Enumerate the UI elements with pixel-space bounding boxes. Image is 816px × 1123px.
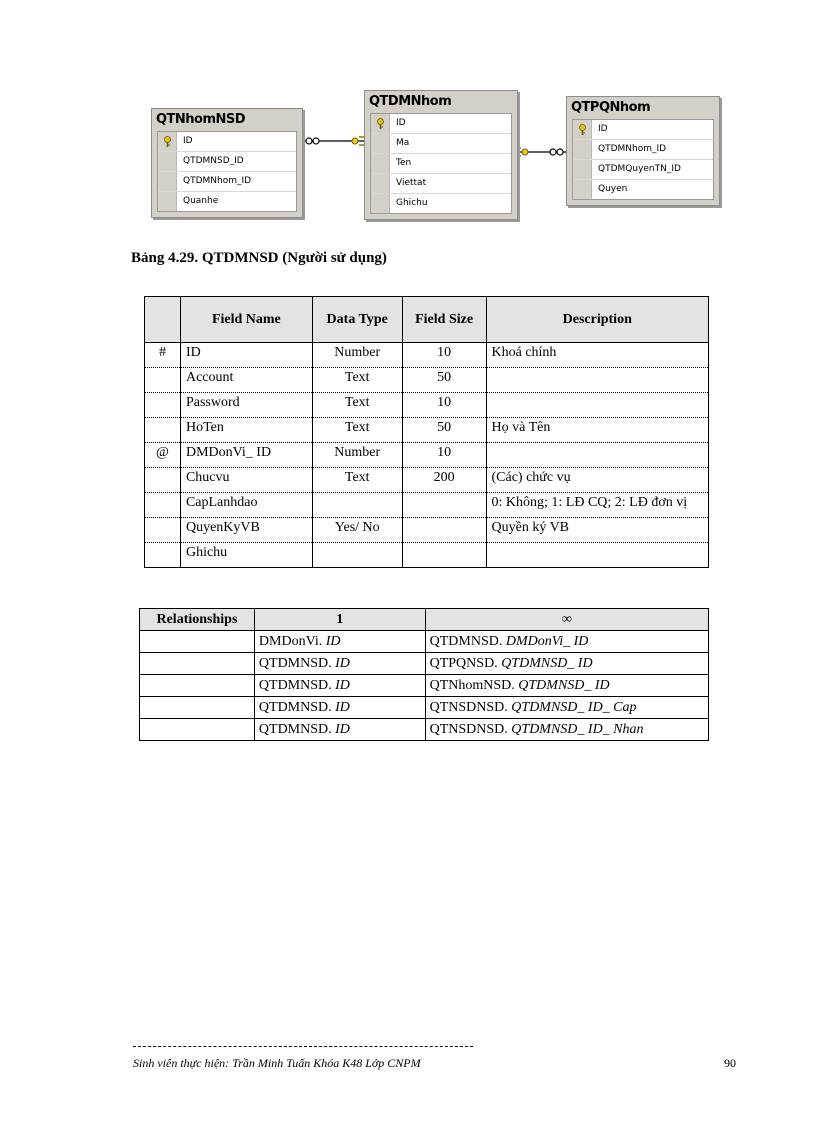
- table-row: [145, 368, 709, 393]
- field-size-cell: [402, 518, 486, 543]
- many-side-table: QTDMNSD.: [429, 634, 503, 649]
- data-type-cell: [312, 493, 402, 518]
- marker-cell: [145, 518, 181, 543]
- data-type-cell: [312, 543, 402, 568]
- entity-field: QTDMNhom_ID: [158, 172, 296, 192]
- description-cell: Quyền ký VB: [486, 518, 709, 543]
- one-side-cell: [254, 653, 425, 675]
- field-size-cell: 10: [402, 343, 486, 368]
- marker-cell: #: [145, 343, 181, 368]
- marker-cell: [145, 393, 181, 418]
- field-name-cell: HoTen: [180, 418, 312, 443]
- table-row: [145, 518, 709, 543]
- entity-title: QTPQNhom: [571, 100, 651, 115]
- description-cell: [486, 543, 709, 568]
- table-row: [145, 493, 709, 518]
- relationship-label-cell: [140, 653, 255, 675]
- description-cell: [486, 443, 709, 468]
- relationship-row: [140, 697, 709, 719]
- marker-cell: [145, 368, 181, 393]
- header-many-side: ∞: [425, 609, 708, 631]
- one-side-table: QTDMNSD.: [258, 678, 332, 693]
- entity-field: ID: [371, 114, 511, 134]
- data-type-cell: Yes/ No: [312, 518, 402, 543]
- relationship-label-cell: [140, 631, 255, 653]
- entity-field: ID: [573, 120, 713, 140]
- one-side-field: ID: [335, 678, 350, 693]
- entity-field: Ma: [371, 134, 511, 154]
- one-side-table: DMDonVi.: [258, 634, 323, 649]
- entity-field: Quyen: [573, 180, 713, 199]
- entity-field: QTDMNhom_ID: [573, 140, 713, 160]
- many-side-cell: [425, 653, 708, 675]
- entity-field: Ghichu: [371, 194, 511, 213]
- key-icon: [376, 118, 385, 130]
- relationship-label-cell: [140, 697, 255, 719]
- many-side-cell: [425, 631, 708, 653]
- data-type-cell: Text: [312, 368, 402, 393]
- data-type-cell: Number: [312, 343, 402, 368]
- field-size-cell: 200: [402, 468, 486, 493]
- entity-fields: [572, 119, 714, 200]
- table-row: [145, 443, 709, 468]
- one-side-table: QTDMNSD.: [258, 700, 332, 715]
- header-data-type: Data Type: [312, 297, 402, 343]
- relationship-row: [140, 675, 709, 697]
- field-name-cell: Ghichu: [180, 543, 312, 568]
- data-type-cell: Number: [312, 443, 402, 468]
- many-side-field: QTDMNSD_ ID_ Nhan: [511, 722, 644, 737]
- table-caption: Bảng 4.29. QTDMNSD (Người sử dụng): [131, 250, 387, 266]
- header-description: Description: [486, 297, 709, 343]
- description-cell: 0: Không; 1: LĐ CQ; 2: LĐ đơn vị: [486, 493, 709, 518]
- header-one-side: 1: [254, 609, 425, 631]
- relationships-table: [139, 608, 709, 741]
- data-type-cell: Text: [312, 418, 402, 443]
- field-size-cell: 50: [402, 368, 486, 393]
- marker-cell: [145, 493, 181, 518]
- fields-table-header: [145, 297, 709, 343]
- one-side-table: QTDMNSD.: [258, 722, 332, 737]
- many-side-field: QTDMNSD_ ID: [501, 656, 593, 671]
- one-side-field: ID: [335, 700, 350, 715]
- one-side-cell: [254, 631, 425, 653]
- relationship-row: [140, 653, 709, 675]
- marker-cell: [145, 418, 181, 443]
- relationship-row: [140, 631, 709, 653]
- one-side-cell: [254, 675, 425, 697]
- connector-nhomnsd-dmnhom: [302, 137, 366, 145]
- one-side-cell: [254, 719, 425, 741]
- many-side-cell: [425, 719, 708, 741]
- table-row: [145, 343, 709, 368]
- header-relationships: Relationships: [140, 609, 255, 631]
- relationship-label-cell: [140, 719, 255, 741]
- one-side-field: ID: [325, 634, 341, 649]
- entity-qtdmnhom: [364, 90, 518, 220]
- field-name-cell: ID: [180, 343, 312, 368]
- entity-field: QTDMQuyenTN_ID: [573, 160, 713, 180]
- entity-title: QTNhomNSD: [156, 112, 246, 127]
- field-name-cell: DMDonVi_ ID: [180, 443, 312, 468]
- field-name-cell: Password: [180, 393, 312, 418]
- description-cell: Họ và Tên: [486, 418, 709, 443]
- footer-divider: [133, 1046, 473, 1047]
- relationships-header: [140, 609, 709, 631]
- table-row: [145, 393, 709, 418]
- many-side-table: QTNSDNSD.: [429, 722, 508, 737]
- many-side-table: QTPQNSD.: [429, 656, 498, 671]
- field-size-cell: 50: [402, 418, 486, 443]
- description-cell: Khoá chính: [486, 343, 709, 368]
- header-marker: [145, 297, 181, 343]
- description-cell: [486, 368, 709, 393]
- field-name-cell: Chucvu: [180, 468, 312, 493]
- marker-cell: @: [145, 443, 181, 468]
- entity-field: QTDMNSD_ID: [158, 152, 296, 172]
- header-field-name: Field Name: [180, 297, 312, 343]
- entity-field: Viettat: [371, 174, 511, 194]
- many-side-field: QTDMNSD_ ID: [518, 678, 610, 693]
- description-cell: [486, 393, 709, 418]
- one-side-cell: [254, 697, 425, 719]
- relationship-row: [140, 719, 709, 741]
- marker-cell: [145, 468, 181, 493]
- relationship-label-cell: [140, 675, 255, 697]
- key-icon: [578, 124, 587, 136]
- field-size-cell: [402, 493, 486, 518]
- header-field-size: Field Size: [402, 297, 486, 343]
- entity-field: Ten: [371, 154, 511, 174]
- many-side-cell: [425, 675, 708, 697]
- table-row: [145, 543, 709, 568]
- footer-text: Sinh viên thực hiện: Trần Minh Tuấn Khóa K48 Lớp CNPM: [133, 1056, 421, 1070]
- table-row: [145, 418, 709, 443]
- entity-qtpqnhom: [566, 96, 720, 206]
- entity-field: Quanhe: [158, 192, 296, 211]
- many-side-field: QTDMNSD_ ID_ Cap: [511, 700, 637, 715]
- marker-cell: [145, 543, 181, 568]
- table-row: [145, 468, 709, 493]
- field-size-cell: [402, 543, 486, 568]
- entity-field: ID: [158, 132, 296, 152]
- data-type-cell: Text: [312, 393, 402, 418]
- field-name-cell: QuyenKyVB: [180, 518, 312, 543]
- key-icon: [163, 136, 172, 148]
- field-size-cell: 10: [402, 443, 486, 468]
- fields-table: [144, 296, 709, 568]
- field-size-cell: 10: [402, 393, 486, 418]
- many-side-field: DMDonVi_ ID: [505, 634, 589, 649]
- entity-title: QTDMNhom: [369, 94, 452, 109]
- description-cell: (Các) chức vụ: [486, 468, 709, 493]
- one-side-table: QTDMNSD.: [258, 656, 332, 671]
- data-type-cell: Text: [312, 468, 402, 493]
- page-number: 90: [724, 1056, 736, 1070]
- entity-fields: [157, 131, 297, 212]
- entity-qtnhomnsd: [151, 108, 303, 218]
- field-name-cell: Account: [180, 368, 312, 393]
- one-side-field: ID: [335, 722, 350, 737]
- entity-fields: [370, 113, 512, 214]
- connector-dmnhom-pqnhom: [515, 148, 567, 156]
- one-side-field: ID: [335, 656, 350, 671]
- many-side-table: QTNhomNSD.: [429, 678, 515, 693]
- many-side-cell: [425, 697, 708, 719]
- many-side-table: QTNSDNSD.: [429, 700, 508, 715]
- field-name-cell: CapLanhdao: [180, 493, 312, 518]
